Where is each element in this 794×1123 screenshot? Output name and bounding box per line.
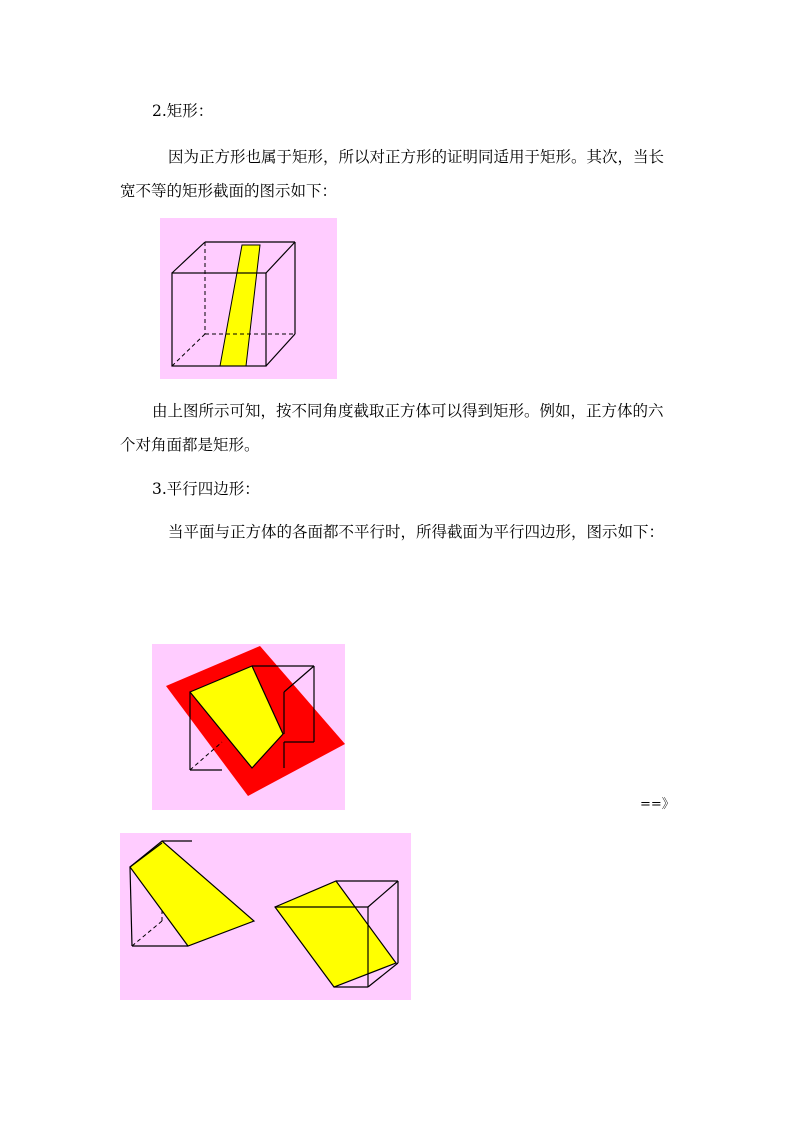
arrow-marker: ==》 — [640, 797, 675, 812]
figure-rectangle-section — [160, 218, 337, 379]
figure-cut-pieces — [120, 833, 411, 1000]
section-3-heading: 3.平行四边形： — [152, 480, 260, 498]
section-2-paragraph-1: 因为正方形也属于矩形，所以对正方形的证明同适用于矩形。其次，当长宽不等的矩形截面的图示如下： — [120, 148, 665, 200]
section-2-paragraph-2: 由上图所示可知，按不同角度截取正方体可以得到矩形。例如，正方体的六个对角面都是矩形。 — [120, 402, 664, 454]
section-3-paragraph-1: 当平面与正方体的各面都不平行时，所得截面为平行四边形，图示如下： — [168, 523, 665, 541]
figure-plane-cut-cube — [152, 644, 345, 810]
section-2-heading: 2.矩形： — [152, 102, 214, 120]
